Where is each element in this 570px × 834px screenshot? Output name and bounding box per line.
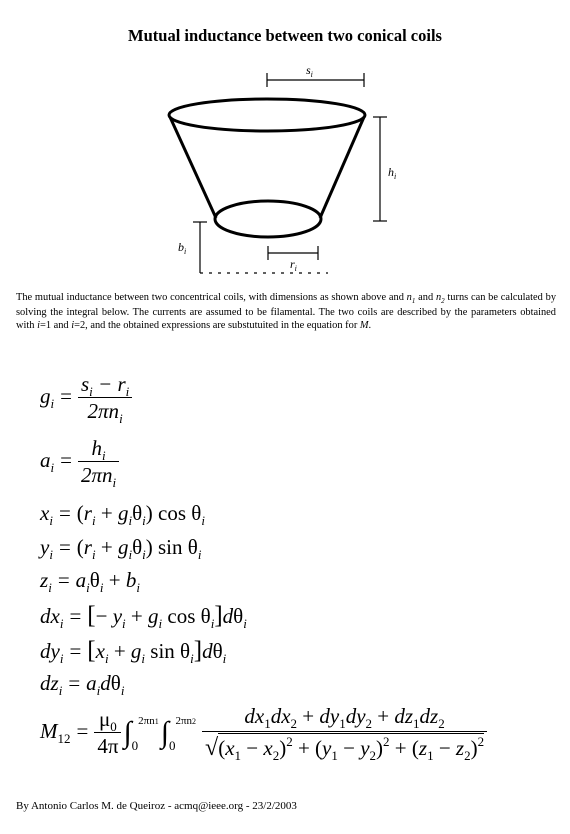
top-ellipse (169, 99, 365, 131)
equation-a: $a_i$ = $\frac{h_i}{2\pi n_i}$ (40, 438, 119, 486)
M-fraction: $\frac{dx_1dx_2 + dy_1dy_2 + dz_1dz_2}{√(x_1 - x_2)^2 + (y_1 - y_2)^2 + (z_1 - z_2)^2}$ (202, 706, 487, 760)
equation-dy: $dy_i = [x_i + g_i$ $\sin \theta_i]d\theta_i$ (40, 637, 227, 666)
a-fraction: $\frac{h_i}{2\pi n_i}$ (78, 438, 119, 486)
r-label: $r_i$ (290, 257, 297, 273)
bottom-ellipse (215, 201, 321, 237)
s-label: $s_i$ (306, 63, 313, 79)
equation-y: $y_i = (r_i + g_i\theta_i)$ $\sin \theta_i$ (40, 535, 202, 562)
cone-left-side (170, 117, 216, 218)
equation-g: $g_i$ = $\frac{s_i - r_i}{2\pi n_i}$ (40, 374, 132, 422)
equation-M12: $M_{12}$ = $\frac{\mu_0}{4\pi}$ $\int_0^{2\pi n1}\int_0^{2\pi n2}$ $\frac{dx_1dx_2 + dy_1dy_2 + dz_1dz_2}{√(x_1 - x_2)^2 + (y_1 - y_2)^2 + (z_1 - z_2)^2}$ (40, 706, 487, 760)
footer-credit: By Antonio Carlos M. de Queiroz - acmq@ieee.org - 23/2/2003 (16, 800, 297, 812)
page-title: Mutual inductance between two conical coils (128, 26, 442, 45)
h-label: $h_i$ (388, 165, 397, 181)
conical-coil-diagram (0, 0, 570, 290)
mu-fraction: $\frac{\mu_0}{4\pi}$ (94, 709, 121, 757)
equation-dz: $dz_i = a_id\theta_i$ (40, 671, 125, 698)
b-label: $b_i$ (178, 240, 187, 256)
g-fraction: $\frac{s_i - r_i}{2\pi n_i}$ (78, 374, 132, 422)
equation-x: $x_i = (r_i + g_i\theta_i)$ $\cos \theta_i$ (40, 501, 205, 528)
cone-right-side (320, 117, 364, 218)
intro-paragraph: The mutual inductance between two concentrical coils, with dimensions as shown above and $n_1$ and $n_2$ turns can be calculated by solving the integral below. The currents are assumed to be filamental. The two coils are described by the parameters obtained with i=1 and i=2, and the obtained expressions are substutuited in the equation for M. (16, 292, 557, 331)
equation-dx: $dx_i$ = [− $y_i + g_i$ $\cos \theta_i]d\theta_i$ (40, 602, 247, 631)
equation-z: $z_i = a_i\theta_i + b_i$ (40, 568, 140, 595)
